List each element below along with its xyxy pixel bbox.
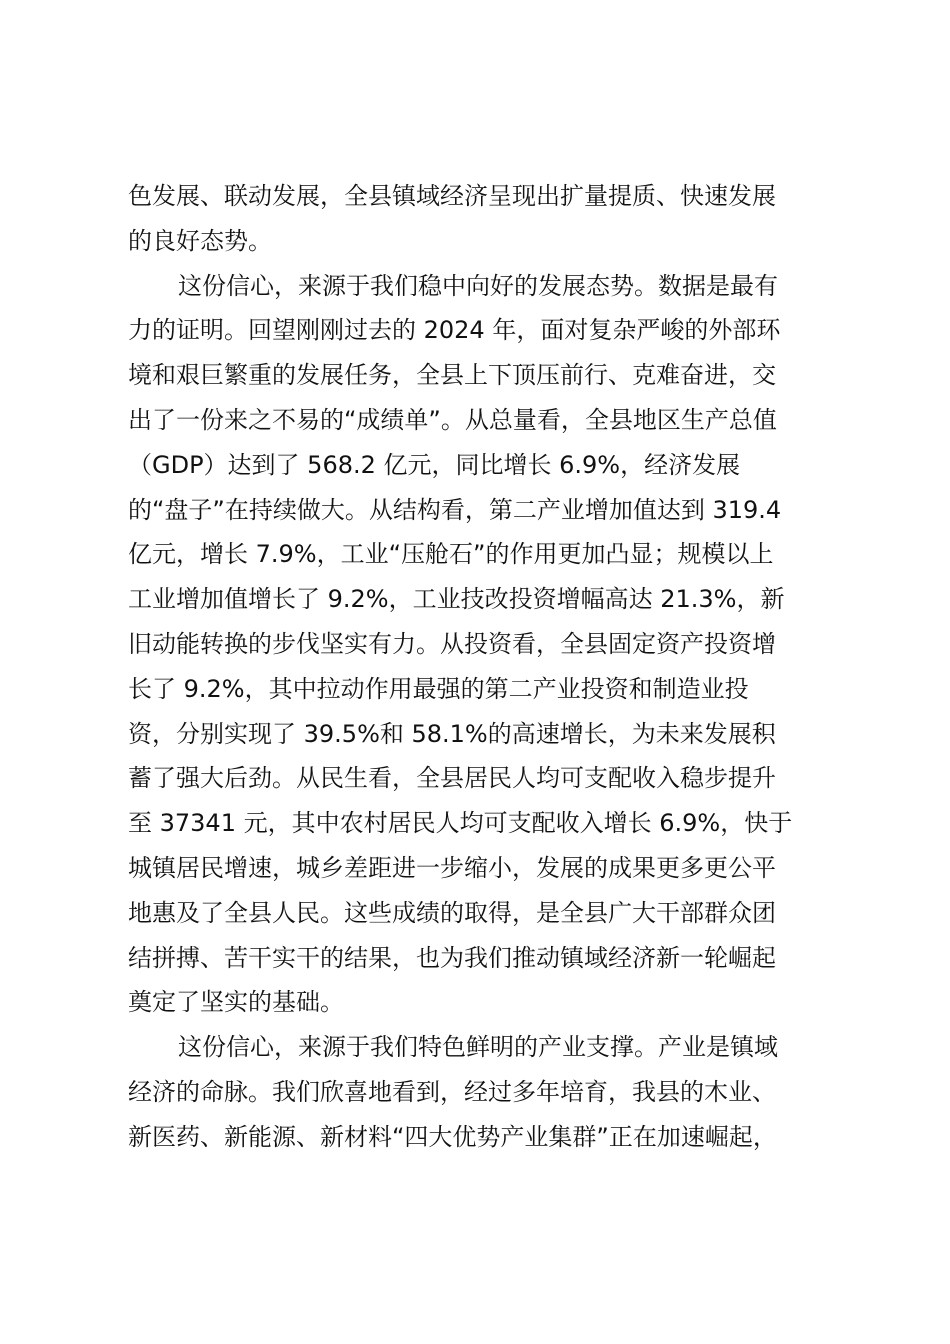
- body-text: [128, 174, 828, 1160]
- text-line: 地惠及了全县人民。这些成绩的取得，是全县广大干部群众团: [128, 898, 776, 927]
- text-line: 的“盘子”在持续做大。从结构看，第二产业增加值达到 319.4: [128, 495, 782, 524]
- text-line: 至 37341 元，其中农村居民人均可支配收入增长 6.9%，快于: [128, 809, 793, 838]
- paragraph-2: [128, 264, 828, 1026]
- text-line: 奠定了坚实的基础。: [128, 988, 344, 1017]
- text-line: 经济的命脉。我们欣喜地看到，经过多年培育，我县的木业、: [128, 1077, 776, 1106]
- text-line: 新医药、新能源、新材料“四大优势产业集群”正在加速崛起，: [128, 1122, 777, 1151]
- text-line: 旧动能转换的步伐坚实有力。从投资看，全县固定资产投资增: [128, 629, 776, 658]
- text-line: 工业增加值增长了 9.2%，工业技改投资增幅高达 21.3%，新: [128, 585, 785, 614]
- text-line: 力的证明。回望刚刚过去的 2024 年，面对复杂严峻的外部环: [128, 316, 781, 345]
- text-line: 城镇居民增速，城乡差距进一步缩小，发展的成果更多更公平: [128, 853, 776, 882]
- text-line: 资，分别实现了 39.5%和 58.1%的高速增长，为未来发展积: [128, 719, 776, 748]
- text-line: 这份信心，来源于我们稳中向好的发展态势。数据是最有: [178, 271, 778, 300]
- text-line: 的良好态势。: [128, 226, 272, 255]
- text-line: 结拼搏、苦干实干的结果，也为我们推动镇域经济新一轮崛起: [128, 943, 776, 972]
- text-line: 蓄了强大后劲。从民生看，全县居民人均可支配收入稳步提升: [128, 764, 776, 793]
- text-line: 这份信心，来源于我们特色鲜明的产业支撑。产业是镇域: [178, 1033, 778, 1062]
- paragraph-1: [128, 174, 828, 264]
- text-line: 境和艰巨繁重的发展任务，全县上下顶压前行、克难奋进，交: [128, 361, 776, 390]
- paragraph-3: [128, 1025, 828, 1159]
- text-line: 亿元，增长 7.9%，工业“压舱石”的作用更加凸显；规模以上: [128, 540, 774, 569]
- text-line: 出了一份来之不易的“成绩单”。从总量看，全县地区生产总值: [128, 405, 777, 434]
- text-line: 色发展、联动发展，全县镇域经济呈现出扩量提质、快速发展: [128, 182, 776, 210]
- text-line: 长了 9.2%，其中拉动作用最强的第二产业投资和制造业投: [128, 674, 749, 703]
- text-line: （GDP）达到了 568.2 亿元，同比增长 6.9%，经济发展: [128, 450, 741, 479]
